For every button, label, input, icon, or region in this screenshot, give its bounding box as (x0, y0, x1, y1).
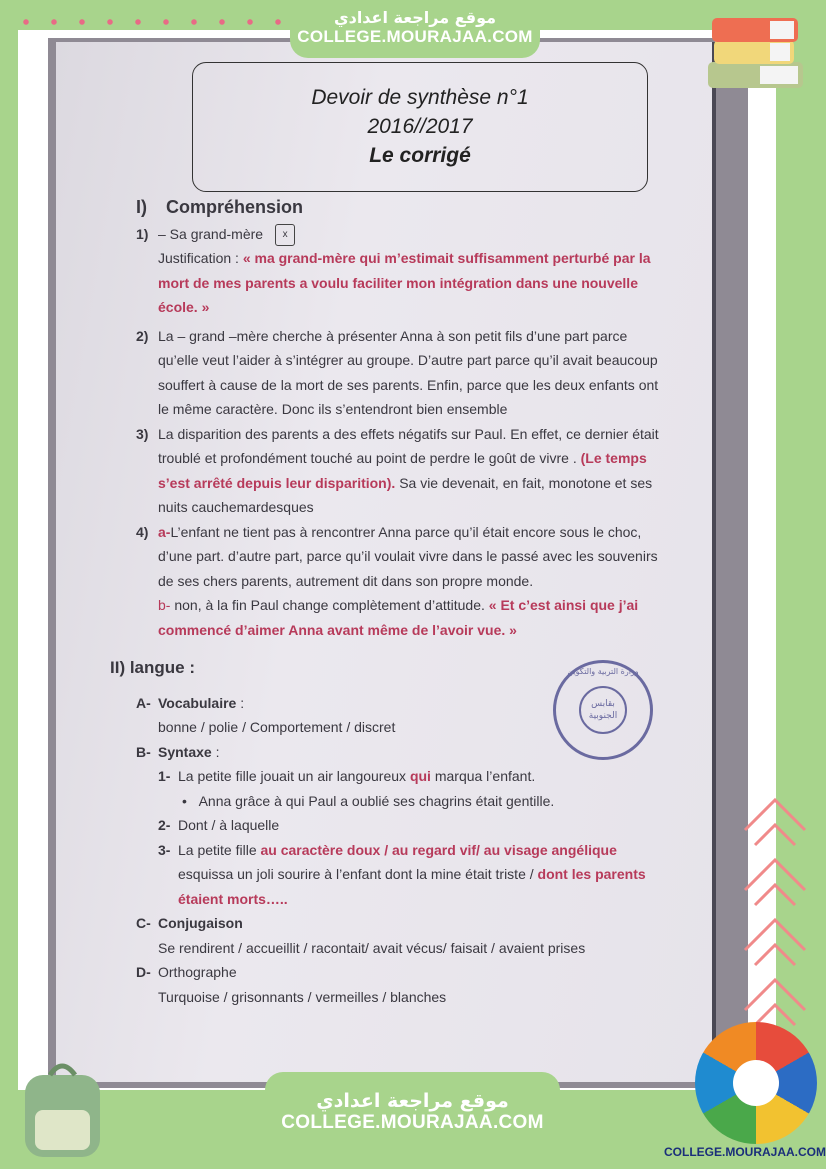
site-url[interactable]: COLLEGE.MOURAJAA.COM (297, 27, 533, 46)
checkbox-checked: x (275, 224, 295, 246)
site-banner-bottom[interactable] (265, 1072, 560, 1152)
site-arabic-name: موقع مراجعة اعدادي (333, 8, 497, 27)
official-stamp: بقابس الجنوبية وزارة التربية والتكوين (553, 660, 653, 760)
section-langue: II) langue : (110, 658, 195, 677)
syntaxe: B- Syntaxe : (136, 743, 220, 760)
question-2: 2) La – grand –mère cherche à présenter Anna à son petit fils d’une part parce qu’elle veut l’aider à s’intégrer au groupe. D’autre part parce qu’il avait beaucoup souffert à cause de la mort de ses parents. Enfin, parce que les deux enfants ont le même caractère. Donc ils s’entendront bien ensemble (136, 327, 659, 417)
document-body (110, 195, 670, 1009)
orthographe: D- Orthographe Turquoise / grisonnants / vermeilles / blanches (136, 964, 447, 1005)
syntaxe-1: 1- La petite fille jouait un air langoureux qui marqua l’enfant. • Anna grâce à qui Paul a oublié ses chagrins était gentille. (158, 768, 555, 809)
syntaxe-3: 3- La petite fille au caractère doux / au regard vif/ au visage angélique esquissa un joli sourire à l’enfant dont la mine était triste / dont les parents étaient morts….. (158, 841, 646, 907)
syntaxe-2: 2- Dont / à laquelle (158, 817, 280, 833)
section-comprehension: I) Compréhension (136, 197, 304, 217)
chevron-up-icon (740, 790, 810, 850)
vocabulaire: A- Vocabulaire : bonne / polie / Comportement / discret (136, 694, 396, 735)
backpack-icon (15, 1055, 110, 1160)
doc-year: 2016//2017 (367, 115, 473, 138)
logo-text: COLLEGE.MOURAJAA.COM (664, 1145, 826, 1159)
site-banner-top[interactable] (290, 0, 540, 58)
doc-subtitle: Le corrigé (369, 144, 471, 167)
site-logo (695, 1022, 817, 1144)
chevron-up-icon (740, 910, 810, 970)
conjugaison: C- Conjugaison Se rendirent / accueillit / racontait/ avait vécus/ faisait / avaient prises (136, 915, 586, 956)
question-4: 4) a-L’enfant ne tient pas à rencontrer Anna parce qu’il était encore sous le choc, d’une part. d’autre part, parce qu’il voulait vivre dans le passé avec les souvenirs de ses chers parents, autrement dit dans son propre monde. b- non, à la fin Paul change complètement d’attitude. « Et c’est ainsi que j’ai commencé d’aimer Anna avant même de l’avoir vue. » (136, 523, 658, 638)
question-1: 1) – Sa grand-mère x Justification : « ma grand-mère qui m’estimait suffisamment perturbé par la mort de mes parents a voulu faciliter mon intégration dans une nouvelle école. » (136, 225, 651, 315)
doc-title: Devoir de synthèse n°1 (311, 86, 529, 109)
site-arabic-name: موقع مراجعة اعدادي (316, 1090, 509, 1112)
chevron-up-icon (740, 850, 810, 910)
chevron-up-icon (740, 970, 810, 1030)
question-3: 3) La disparition des parents a des effets négatifs sur Paul. En effet, ce dernier était troublé et profondément touché au point de perdre le goût de vivre . (Le temps s’est arrêté depuis leur disparition). Sa vie devenait, en fait, monotone et ses nuits cauchemardesques (136, 425, 659, 515)
title-box (192, 62, 648, 192)
site-url[interactable]: COLLEGE.MOURAJAA.COM (281, 1112, 544, 1133)
books-icon (700, 10, 810, 92)
